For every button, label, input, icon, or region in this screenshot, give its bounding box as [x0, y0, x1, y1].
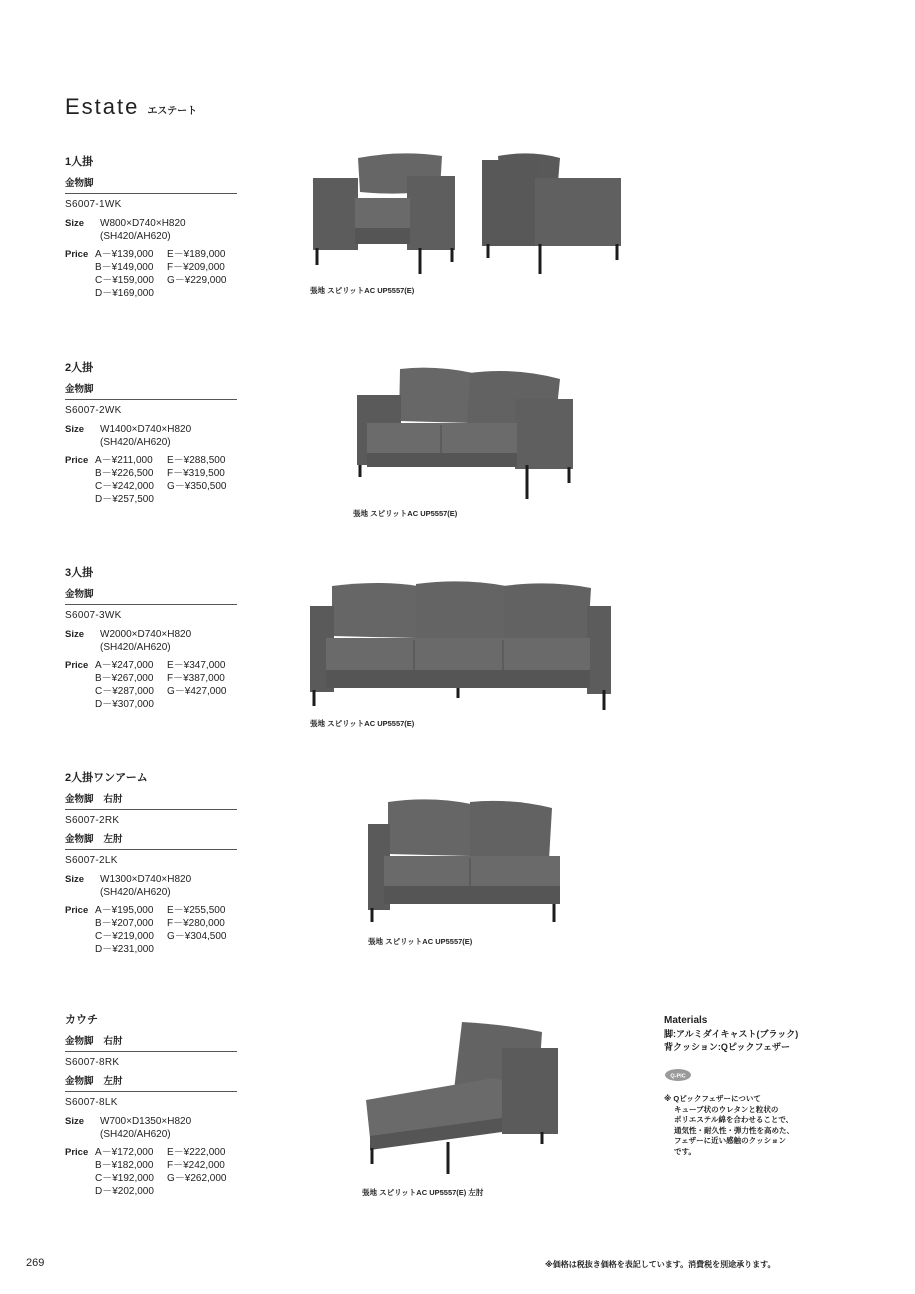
- product-spec-2seater: [65, 362, 237, 506]
- section-title: 2人掛: [65, 362, 94, 374]
- fabric-caption: 張地 スピリットAC UP5557(E): [353, 509, 458, 518]
- price-row: Price A－¥195,000 E－¥255,500 B－¥207,000 F－¥280,000 C－¥219,000 G－¥304,500 D－¥231,000: [65, 905, 227, 955]
- page-number: 269: [26, 1257, 45, 1269]
- model-code: S6007-2RK: [65, 815, 120, 826]
- materials-legs: 脚:アルミダイキャスト(ブラック): [664, 1029, 799, 1039]
- leg-type: 金物脚: [65, 177, 237, 194]
- price-row: Price A－¥211,000 E－¥288,500 B－¥226,500 F－¥319,500 C－¥242,000 G－¥350,500 D－¥257,500: [65, 455, 227, 505]
- leg-type: 金物脚 左肘: [65, 1075, 237, 1092]
- series-name-kana: エステート: [147, 106, 198, 117]
- materials-heading: Materials: [664, 1015, 708, 1026]
- two-seater-photo: [355, 365, 575, 503]
- note-line: キューブ状のウレタンと粒状の: [674, 1104, 779, 1114]
- model-code: S6007-3WK: [65, 610, 122, 621]
- size-row: Size W1300×D740×H820 (SH420/AH620): [65, 874, 192, 898]
- note-line: ポリエステル綿を合わせることで、: [674, 1115, 794, 1124]
- couch-photo: [362, 1020, 562, 1178]
- fabric-caption: 張地 スピリットAC UP5557(E): [310, 286, 415, 295]
- page-title: [65, 94, 197, 120]
- note-title: ※ Qピックフェザーについて: [664, 1094, 761, 1103]
- model-code: S6007-2WK: [65, 405, 122, 416]
- section-title: 1人掛: [65, 156, 94, 168]
- model-code: S6007-8LK: [65, 1097, 118, 1108]
- one-arm-sofa-photo: [366, 798, 566, 926]
- product-spec-3seater: [65, 567, 237, 711]
- model-code: S6007-8RK: [65, 1057, 120, 1068]
- size-row: Size W1400×D740×H820 (SH420/AH620): [65, 424, 192, 448]
- section-title: 2人掛ワンアーム: [65, 772, 148, 784]
- tax-note: ※価格は税抜き価格を表記しています。消費税を別途承ります。: [545, 1260, 776, 1269]
- price-row: Price A－¥247,000 E－¥347,000 B－¥267,000 F－¥387,000 C－¥287,000 G－¥427,000 D－¥307,000: [65, 660, 227, 710]
- product-spec-2seater-one-arm: [65, 772, 237, 956]
- fabric-caption: 張地 スピリットAC UP5557(E): [368, 937, 473, 946]
- leg-type: 金物脚: [65, 383, 237, 400]
- model-code: S6007-2LK: [65, 855, 118, 866]
- fabric-caption: 張地 スピリットAC UP5557(E) 左肘: [362, 1188, 484, 1197]
- product-spec-couch: [65, 1014, 237, 1198]
- qpic-note: [664, 1094, 804, 1157]
- armchair-photo: [310, 150, 630, 280]
- leg-type: 金物脚 右肘: [65, 1035, 237, 1052]
- svg-text:Q-PIC: Q-PIC: [670, 1073, 686, 1080]
- three-seater-photo: [308, 580, 613, 712]
- product-spec-1seater: [65, 156, 237, 300]
- price-row: Price A－¥139,000 E－¥189,000 B－¥149,000 F－¥209,000 C－¥159,000 G－¥229,000 D－¥169,000: [65, 249, 227, 299]
- price-row: Price A－¥172,000 E－¥222,000 B－¥182,000 F－¥242,000 C－¥192,000 G－¥262,000 D－¥202,000: [65, 1147, 227, 1197]
- section-title: カウチ: [65, 1014, 98, 1026]
- materials-cushion: 背クッション:Qピックフェザー: [664, 1042, 791, 1052]
- size-row: Size W700×D1350×H820 (SH420/AH620): [65, 1116, 192, 1140]
- leg-type: 金物脚: [65, 588, 237, 605]
- model-code: S6007-1WK: [65, 199, 122, 210]
- note-line: フェザーに近い感触のクッション: [674, 1136, 786, 1145]
- section-title: 3人掛: [65, 567, 94, 579]
- qpic-feather-icon: [664, 1068, 692, 1087]
- size-row: Size W2000×D740×H820 (SH420/AH620): [65, 629, 192, 653]
- materials-block: [664, 1014, 814, 1054]
- series-name: Estate: [65, 94, 140, 119]
- size-row: Size W800×D740×H820 (SH420/AH620): [65, 218, 186, 242]
- fabric-caption: 張地 スピリットAC UP5557(E): [310, 719, 415, 728]
- note-line: です。: [674, 1146, 696, 1156]
- leg-type: 金物脚 左肘: [65, 833, 237, 850]
- note-line: 通気性・耐久性・弾力性を高めた、: [674, 1125, 794, 1135]
- leg-type: 金物脚 右肘: [65, 793, 237, 810]
